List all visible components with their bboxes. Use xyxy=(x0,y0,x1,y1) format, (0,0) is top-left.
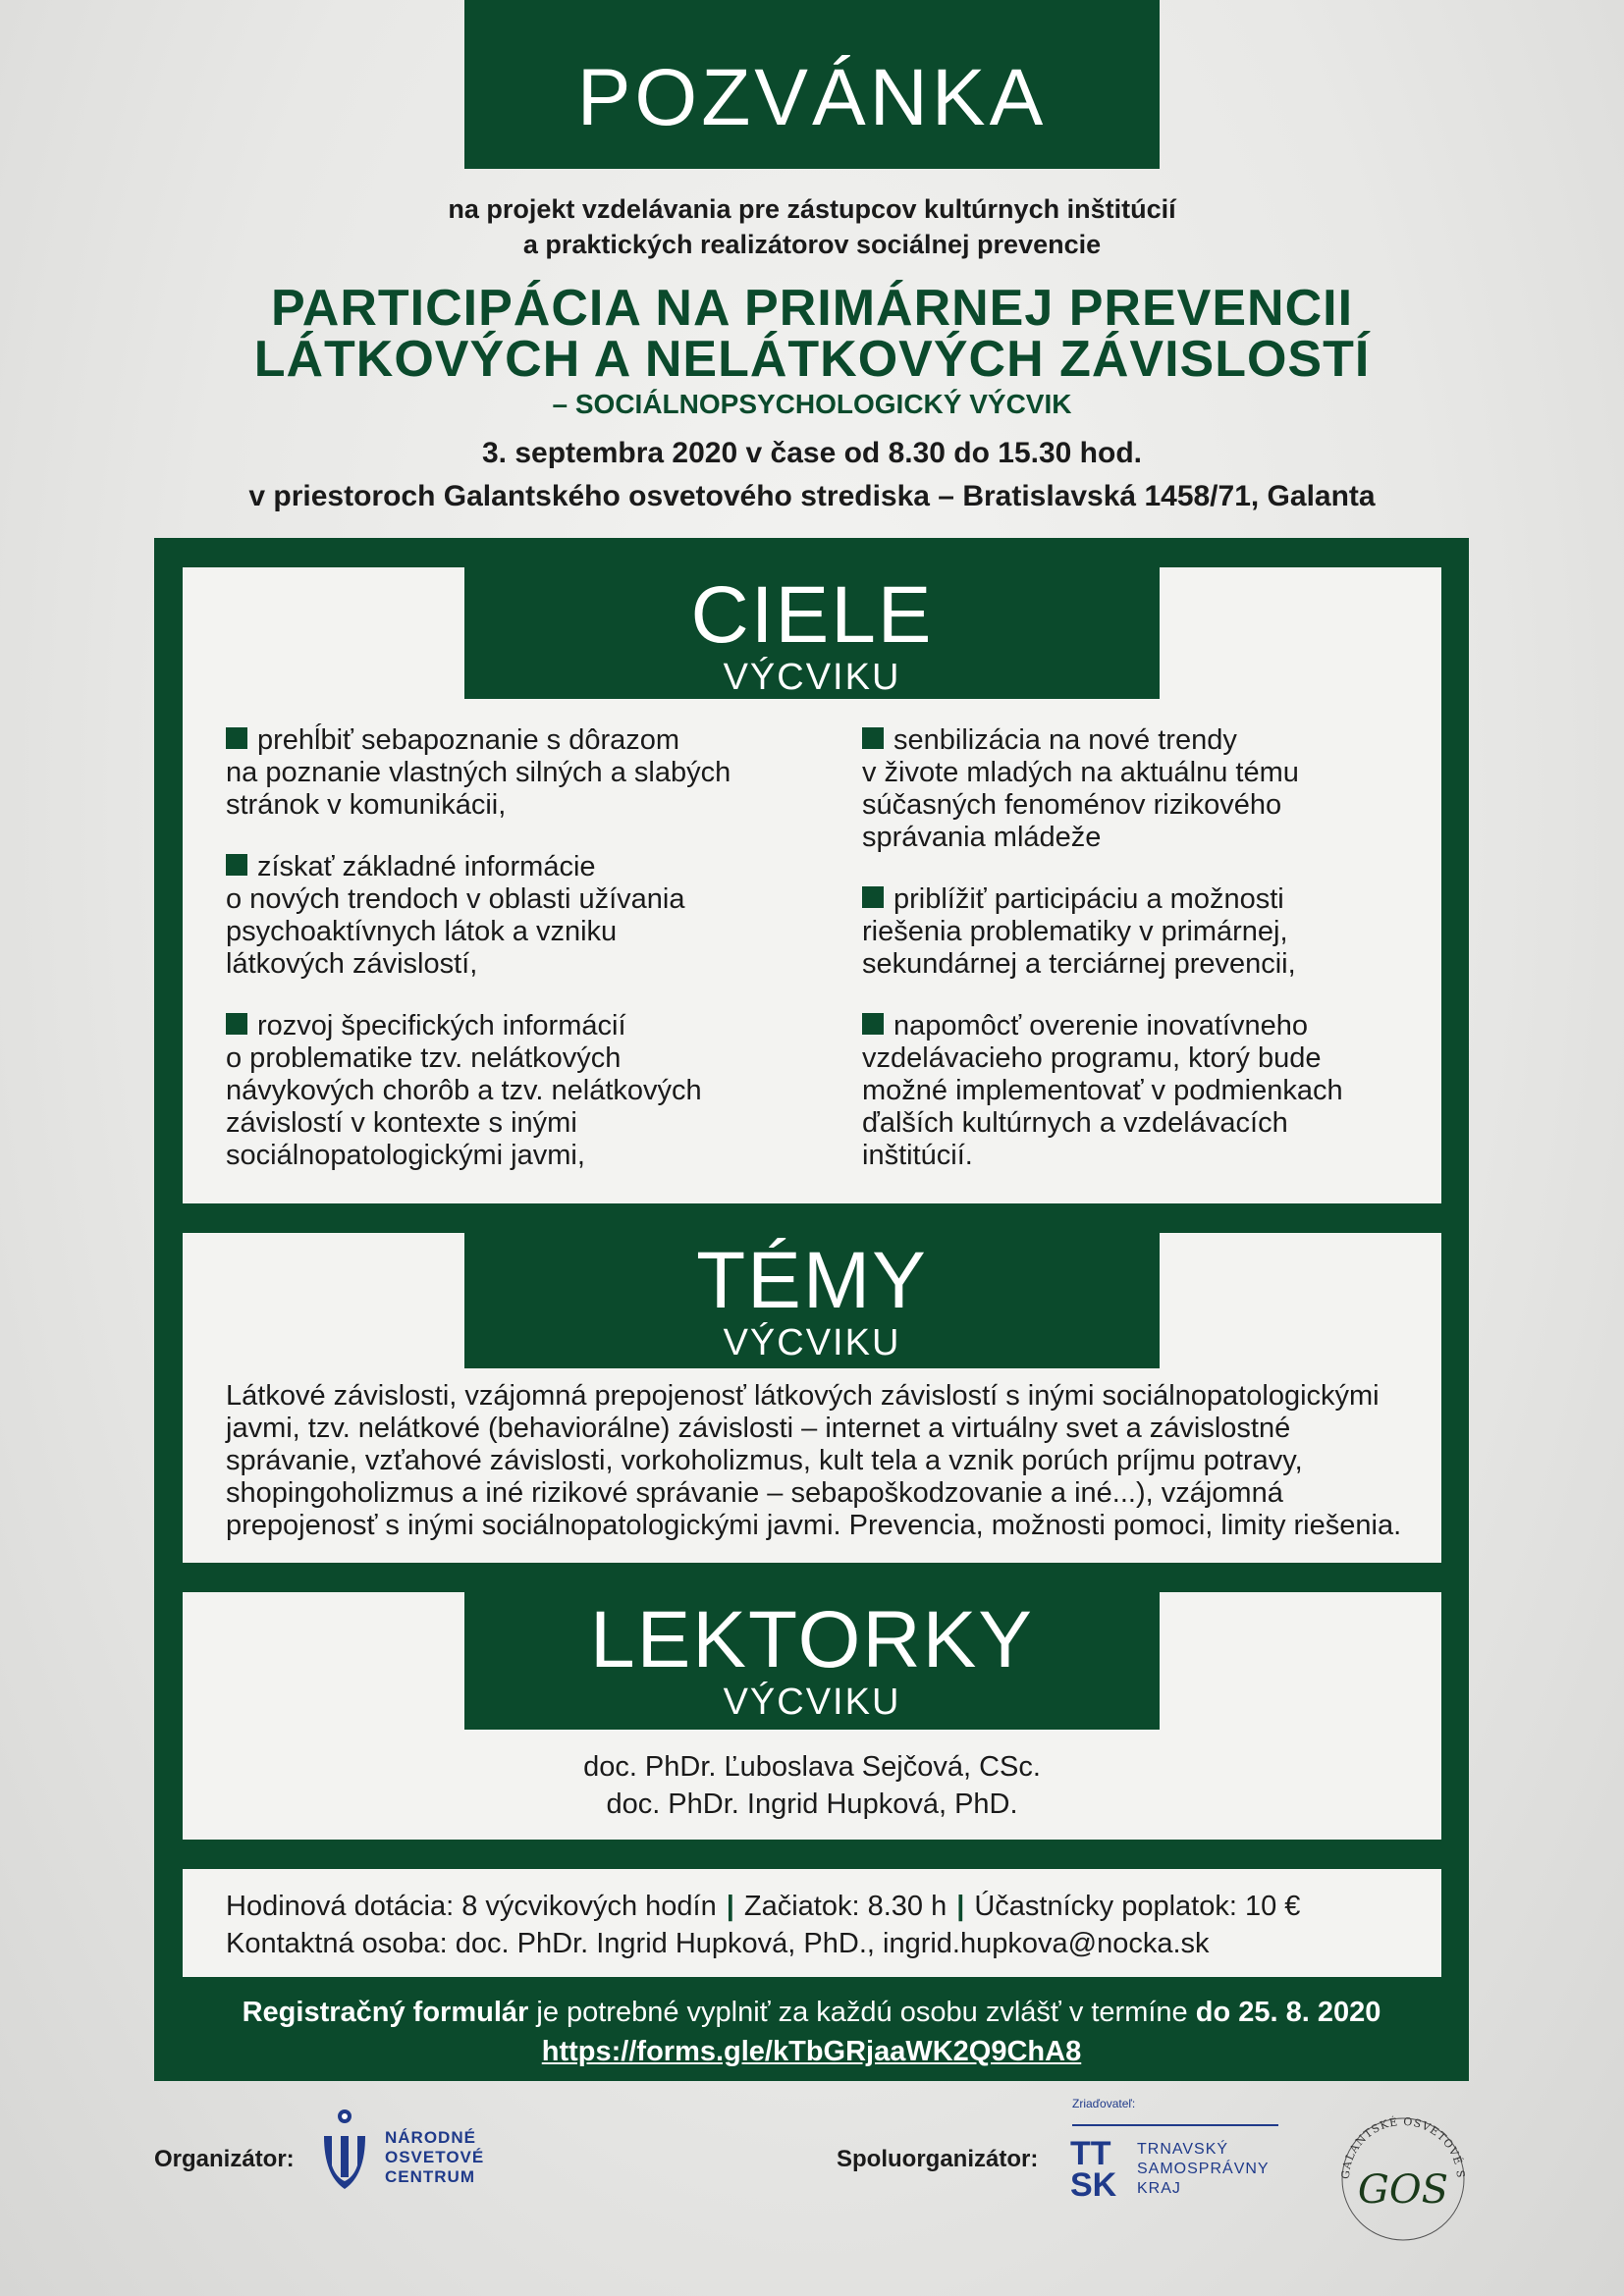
event-date: 3. septembra 2020 v čase od 8.30 do 15.30 hod. xyxy=(482,437,1142,469)
noc-logo-icon xyxy=(320,2107,369,2197)
hours-info: Hodinová dotácia: 8 výcvikových hodín xyxy=(226,1891,717,1922)
ciele-left-column xyxy=(226,724,776,1201)
start-info: Začiatok: 8.30 h xyxy=(743,1891,947,1922)
ciele-subtitle: VÝCVIKU xyxy=(723,657,901,698)
lektorky-header xyxy=(464,1592,1160,1730)
info-line-1 xyxy=(226,1887,1424,1926)
separator: | xyxy=(956,1891,965,1922)
ttsk-logo-text: TRNAVSKÝ SAMOSPRÁVNY KRAJ xyxy=(1137,2141,1270,2197)
contact-info: Kontaktná osoba: doc. PhDr. Ingrid Hupková, PhD., ingrid.hupkova@nocka.sk xyxy=(226,1928,1210,1959)
ciele-item: napomôcť overenie inovatívneho vzdelávacieho programu, ktorý bude možné implementovať v podmienkach ďalších kultúrnych a vzdelávacích inštitúcií. xyxy=(862,1010,1343,1171)
ciele-item: získať základné informácie o nových trendoch v oblasti užívania psychoaktívnych látok a vzniku látkových závislostí, xyxy=(226,851,685,980)
intro-line-1: na projekt vzdelávania pre zástupcov kultúrnych inštitúcií xyxy=(448,194,1176,224)
gos-logo xyxy=(1331,2101,1475,2244)
gos-mark: GOS xyxy=(1357,2167,1449,2213)
lecturer-name: doc. PhDr. Ľuboslava Sejčová, CSc. xyxy=(583,1751,1041,1783)
bullet-square-icon xyxy=(226,727,247,749)
headline-subtitle: – SOCIÁLNOPSYCHOLOGICKÝ VÝCVIK xyxy=(552,389,1072,419)
headline-line-1: PARTICIPÁCIA NA PRIMÁRNEJ PREVENCII xyxy=(270,280,1354,337)
ttsk-mark: TT SK xyxy=(1070,2135,1117,2204)
temy-subtitle: VÝCVIKU xyxy=(723,1322,901,1363)
divider xyxy=(1072,2124,1278,2126)
registration-line: Registračný formulár je potrebné vyplniť za každú osobu zvlášť v termíne do 25. 8. 2020 xyxy=(242,1997,1381,2028)
fee-info: Účastnícky poplatok: 10 € xyxy=(974,1891,1301,1922)
ciele-item: priblížiť participáciu a možnosti riešenia problematiky v primárnej, sekundárnej a terciárnej prevencii, xyxy=(862,883,1296,980)
page-title: POZVÁNKA xyxy=(576,53,1048,142)
bullet-square-icon xyxy=(226,1013,247,1035)
founder-label: Zriaďovateľ: xyxy=(1072,2097,1136,2110)
bullet-square-icon xyxy=(862,727,884,749)
bullet-square-icon xyxy=(226,854,247,876)
ciele-item: prehĺbiť sebapoznanie s dôrazom na poznanie vlastných silných a slabých stránok v komunikácii, xyxy=(226,724,731,821)
event-place: v priestoroch Galantského osvetového strediska – Bratislavská 1458/71, Galanta xyxy=(248,480,1376,512)
separator: | xyxy=(726,1891,734,1922)
lektorky-subtitle: VÝCVIKU xyxy=(723,1682,901,1723)
temy-text: Látkové závislosti, vzájomná prepojenosť látkových závislostí s inými sociálnopatologickými javmi, tzv. nelátkové (behaviorálne) závislosti – internet a virtuálny svet a závislostné správanie, vzťahové závislosti, vorkoholizmus, kult tela a vznik porúch príjmu potravy, shopingoholizmus a iné rizikové správanie – sebapoškodzovanie a iné...), vzájomná prepojenosť s inými sociálnopatologickými javmi. Prevencia, možnosti pomoci, limity riešenia. xyxy=(226,1380,1402,1541)
coorganizer-label: Spoluorganizátor: xyxy=(837,2146,1039,2172)
ciele-right-column xyxy=(862,724,1412,1201)
noc-logo-text: NÁRODNÉ OSVETOVÉ CENTRUM xyxy=(385,2128,485,2186)
gos-ring-text: GALANTSKÉ OSVETOVÉ S xyxy=(1338,2114,1468,2180)
title-banner xyxy=(464,0,1160,169)
temy-title: TÉMY xyxy=(696,1236,928,1325)
lecturer-name: doc. PhDr. Ingrid Hupková, PhD. xyxy=(606,1789,1018,1820)
ciele-header xyxy=(464,567,1160,699)
bullet-square-icon xyxy=(862,1013,884,1035)
intro-line-2: a praktických realizátorov sociálnej prevencie xyxy=(522,230,1102,259)
registration-link[interactable]: https://forms.gle/kTbGRjaaWK2Q9ChA8 xyxy=(541,2036,1082,2067)
headline-line-2: LÁTKOVÝCH A NELÁTKOVÝCH ZÁVISLOSTÍ xyxy=(253,331,1371,388)
ciele-item: rozvoj špecifických informácií o problematike tzv. nelátkových návykových chorôb a tzv. nelátkových závislostí v kontexte s inými sociálnopatologickými javmi, xyxy=(226,1010,702,1171)
registration-link-line xyxy=(154,2032,1469,2071)
bullet-square-icon xyxy=(862,886,884,908)
organizer-label: Organizátor: xyxy=(154,2146,295,2172)
ciele-title: CIELE xyxy=(690,570,934,660)
lektorky-title: LEKTORKY xyxy=(590,1595,1034,1684)
ciele-item: senbilizácia na nové trendy v živote mladých na aktuálnu tému súčasných fenoménov rizikového správania mládeže xyxy=(862,724,1299,853)
temy-header xyxy=(464,1233,1160,1368)
